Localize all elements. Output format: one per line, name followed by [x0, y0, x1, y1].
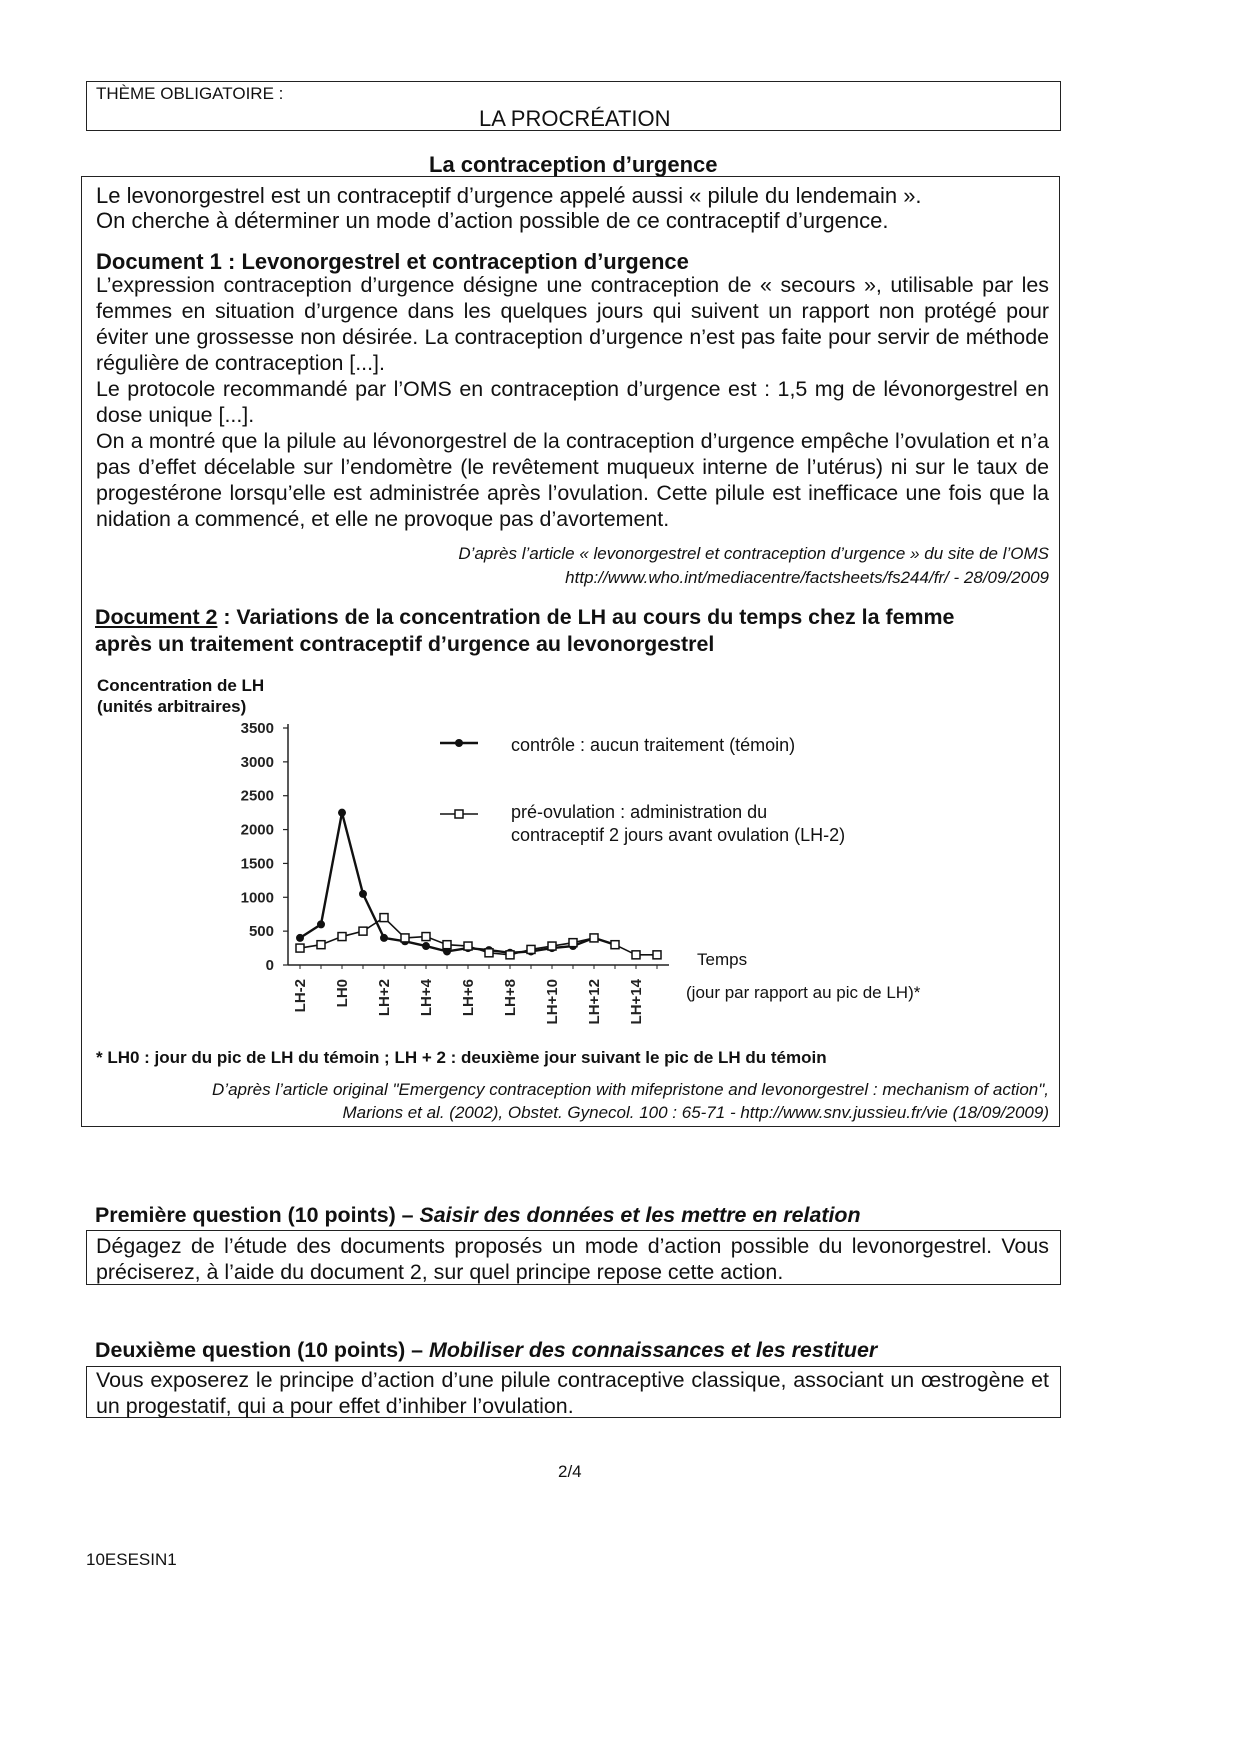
x-tick-label: LH+10	[544, 979, 561, 1025]
chart-ylabel-line-2: (unités arbitraires)	[97, 697, 247, 716]
y-tick-label: 1000	[240, 889, 274, 907]
x-tick-label: LH+12	[586, 979, 603, 1025]
y-tick-label: 1500	[240, 855, 274, 873]
legend-control-label: contrôle : aucun traitement (témoin)	[511, 735, 796, 755]
preovulation-data-point	[443, 941, 451, 949]
legend-control-marker	[455, 739, 463, 747]
q1-title	[95, 1203, 861, 1228]
document-code: 10ESESIN1	[86, 1550, 177, 1569]
preovulation-data-point	[380, 914, 388, 922]
preovulation-data-point	[569, 939, 577, 947]
preovulation-data-point	[464, 942, 472, 950]
preovulation-data-point	[527, 945, 535, 953]
doc1-paragraph-2: Le protocole recommandé par l’OMS en contraception d’urgence est : 1,5 mg de lévonorgestrel en dose unique [...].	[96, 377, 1049, 427]
preovulation-data-point	[485, 949, 493, 957]
doc1-paragraph-3: On a montré que la pilule au lévonorgestrel de la contraception d’urgence empêche l’ovulation et n’a pas d’effet décelable sur l’endomètre (le revêtement muqueux interne de l’utérus) ni sur le taux de progestérone lorsqu’elle est administrée après l’ovulation. Cette pilule est inefficace une fois que la nidation a commencé, et elle ne provoque pas d’avortement.	[96, 429, 1049, 531]
control-data-point	[380, 934, 388, 942]
control-data-point	[359, 890, 367, 898]
preovulation-data-point	[422, 933, 430, 941]
preovulation-data-point	[611, 941, 619, 949]
y-tick-label: 3000	[240, 753, 274, 771]
doc2-source-line-2: Marions et al. (2002), Obstet. Gynecol. 100 : 65-71 - http://www.snv.jussieu.fr/vie (18/09/2009)	[342, 1103, 1049, 1122]
doc2-title-text: : Variations de la concentration de LH au cours du temps chez la femme	[217, 605, 955, 629]
legend-preovulation-marker	[455, 810, 463, 818]
intro-line-1: Le levonorgestrel est un contraceptif d’urgence appelé aussi « pilule du lendemain ».	[96, 183, 922, 208]
preovulation-data-point	[632, 951, 640, 959]
q1-title-bold: Première question (10 points) –	[95, 1203, 420, 1227]
theme-label: THÈME OBLIGATOIRE :	[96, 84, 284, 103]
page-number: 2/4	[558, 1462, 582, 1481]
doc2-footnote: * LH0 : jour du pic de LH du témoin ; LH + 2 : deuxième jour suivant le pic de LH du témoin	[96, 1048, 827, 1067]
chart-xlabel-line-1: Temps	[697, 950, 748, 969]
doc2-title-line-1	[95, 605, 954, 630]
legend-preovulation-label-1: pré-ovulation : administration du	[511, 802, 768, 822]
preovulation-data-point	[296, 944, 304, 952]
doc2-title-line-2: après un traitement contraceptif d’urgence au levonorgestrel	[95, 632, 715, 656]
doc1-source-line-1: D’après l’article « levonorgestrel et contraception d’urgence » du site de l’OMS	[458, 544, 1049, 563]
doc1-title: Document 1 : Levonorgestrel et contraception d’urgence	[96, 249, 689, 274]
x-tick-label: LH+2	[376, 979, 393, 1017]
doc1-paragraph-1: L’expression contraception d’urgence désigne une contraception de « secours », utilisable par les femmes en situation d’urgence dans les quelques jours qui suivent un rapport non protégé pour éviter une grossesse non désirée. La contraception d’urgence n’est pas faite pour servir de méthode régulière de contraception [...].	[96, 273, 1049, 375]
x-tick-label: LH+14	[628, 979, 645, 1025]
y-tick-label: 2500	[240, 787, 274, 805]
q2-title-italic: Mobiliser des connaissances et les restituer	[429, 1338, 878, 1362]
preovulation-data-point	[401, 934, 409, 942]
y-tick-label: 0	[265, 957, 274, 974]
preovulation-data-point	[359, 927, 367, 935]
q1-title-italic: Saisir des données et les mettre en relation	[419, 1203, 861, 1227]
chart-ylabel-line-1: Concentration de LH	[97, 676, 265, 695]
preovulation-data-point	[338, 933, 346, 941]
preovulation-data-point	[548, 942, 556, 950]
y-tick-label: 500	[248, 923, 274, 941]
preovulation-data-point	[506, 951, 514, 959]
legend-preovulation-label-2: contraceptif 2 jours avant ovulation (LH-2)	[511, 825, 846, 845]
q2-text: Vous exposerez le principe d’action d’une pilule contraceptive classique, associant un œstrogène et un progestatif, qui a pour effet d’inhiber l’ovulation.	[96, 1368, 1049, 1418]
preovulation-series-line	[300, 918, 657, 955]
x-tick-label: LH+4	[418, 979, 435, 1017]
x-tick-label: LH+8	[502, 979, 519, 1017]
doc2-label: Document 2	[95, 605, 218, 629]
x-tick-label: LH-2	[292, 979, 309, 1013]
theme-title: LA PROCRÉATION	[479, 106, 671, 131]
q1-text: Dégagez de l’étude des documents proposés un mode d’action possible du levonorgestrel. Vous préciserez, à l’aide du document 2, sur quel principe repose cette action.	[96, 1234, 1049, 1284]
y-tick-label: 3500	[240, 720, 274, 737]
y-tick-label: 2000	[240, 821, 274, 839]
section-title: La contraception d’urgence	[429, 152, 718, 177]
control-data-point	[296, 934, 304, 942]
x-tick-label: LH+6	[460, 979, 477, 1017]
control-data-point	[422, 942, 430, 950]
q2-title	[95, 1338, 877, 1363]
q2-title-bold: Deuxième question (10 points) –	[95, 1338, 429, 1362]
x-tick-label: LH0	[334, 979, 351, 1008]
control-data-point	[338, 809, 346, 817]
intro-line-2: On cherche à déterminer un mode d’action possible de ce contraceptif d’urgence.	[96, 208, 889, 233]
chart-xlabel-line-2: (jour par rapport au pic de LH)*	[686, 983, 921, 1002]
doc1-source-line-2: http://www.who.int/mediacentre/factsheets/fs244/fr/ - 28/09/2009	[565, 568, 1049, 587]
doc2-source-line-1: D’après l’article original "Emergency contraception with mifepristone and levonorgestrel : mechanism of action",	[212, 1080, 1049, 1099]
control-data-point	[317, 920, 325, 928]
preovulation-data-point	[317, 941, 325, 949]
preovulation-data-point	[653, 951, 661, 959]
preovulation-data-point	[590, 934, 598, 942]
